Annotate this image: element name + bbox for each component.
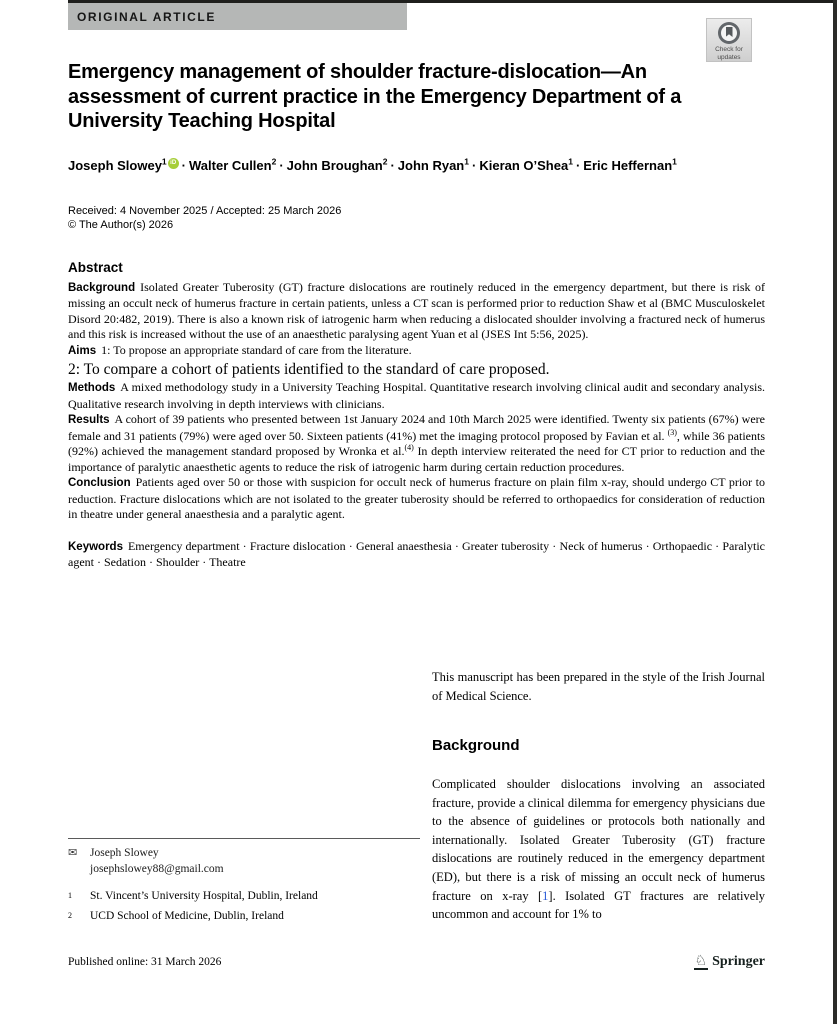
- front-matter: [68, 60, 765, 571]
- style-note: This manuscript has been prepared in the style of the Irish Journal of Medical Science.: [432, 670, 765, 703]
- citation-4: (4): [404, 443, 414, 452]
- right-column: [432, 668, 765, 924]
- springer-logo: [694, 953, 765, 970]
- author: John Ryan$^1$: [397, 156, 469, 173]
- affiliations: [68, 890, 420, 922]
- orcid-icon[interactable]: iD: [168, 158, 179, 169]
- springer-wordmark: Springer: [712, 953, 765, 969]
- correspondence-email[interactable]: josephslowey88@gmail.com: [90, 862, 224, 875]
- body-columns: [68, 662, 765, 947]
- dates-block: [68, 204, 765, 232]
- author: Kieran O’Shea$^1$: [479, 156, 573, 173]
- abstract-conclusion: Conclusion Patients aged over 50 or those with suspicion for occult neck of humerus fracture on plain film x-ray, should undergo CT prior to reduction. Fracture dislocations which are not isolated to the greater tuberosity should be referred to orthopaedics for consideration of reduction in theatre under general anaesthesia and a paralytic agent.: [68, 475, 765, 521]
- correspondence-name: Joseph Slowey: [90, 847, 159, 859]
- abstract-aims-2: 2: To compare a cohort of patients identified to the standard of care proposed.: [68, 361, 550, 378]
- background-section-heading: Background: [432, 737, 520, 754]
- abstract-background: Background Isolated Greater Tuberosity (GT) fracture dislocations are routinely reduced in the emergency department, but there is risk of missing an occult neck of humerus fracture in certain patients, unless a CT scan is performed prior to reduction Shaw et al (BMC Musculoskelet Disord 20:482, 2019). There is also a known risk of iatrogenic harm when reducing a dislocated shoulder involving a fractured neck of humerus and this risk is increased without the use of an anaesthetic paralysing agent Yuan et al (JSES Int 5:56, 2025).: [68, 279, 765, 341]
- article-type-label: ORIGINAL ARTICLE: [77, 9, 216, 24]
- author-list: Joseph Slowey$^1$ iD · Walter Cullen$^2$ · John Broughan$^2$ · John Ryan$^1$ · Kieran O’Shea$^1$ · Eric Heffernan$^1$: [68, 156, 677, 173]
- check-for-updates-badge[interactable]: [706, 18, 752, 62]
- email-icon: ✉: [68, 847, 78, 859]
- keywords-list: Emergency department · Fracture dislocation · General anaesthesia · Greater tuberosity · Neck of humerus · Orthopaedic · Paralytic agent · Sedation · Shoulder · Theatre: [68, 538, 765, 569]
- article-title: Emergency management of shoulder fracture-dislocation—An assessment of current practice in the Emergency Department of a University Teaching Hospital: [68, 61, 682, 132]
- abstract-aims-label: Aims: [68, 344, 97, 357]
- page-footer: [68, 953, 765, 970]
- keywords-label: Keywords: [68, 540, 123, 553]
- background-paragraph: Complicated shoulder dislocations involving an associated fracture, provide a clinical dilemma for emergency physicians due to the absence of guidelines or protocols both nationally and internationally. Isolated Greater Tuberosity (GT) fracture dislocations are routinely reduced in the emergency department (ED), but there is a risk of missing an occult neck of humerus fracture on x-ray [1]. Isolated GT fractures are relatively uncommon and account for 1% to: [432, 777, 765, 922]
- published-online: Published online: 31 March 2026: [68, 955, 222, 968]
- abstract-aims: Aims 1: To propose an appropriate standard of care from the literature.: [68, 342, 412, 357]
- footnote-divider: [68, 838, 420, 839]
- bookmark-icon: [726, 27, 733, 37]
- abstract-background-label: Background: [68, 281, 136, 294]
- abstract-heading: Abstract: [68, 259, 123, 275]
- abstract-methods-label: Methods: [68, 382, 116, 394]
- copyright-line: © The Author(s) 2026: [68, 218, 174, 231]
- page-edge-right: [833, 0, 837, 1024]
- correspondence-block: [68, 846, 420, 877]
- author: John Broughan$^2$: [286, 156, 388, 173]
- check-updates-label: Check for updates: [715, 46, 743, 61]
- abstract-results: Results A cohort of 39 patients who presented between 1st January 2024 and 10th March 2025 were identified. Twenty six patients (67%) were female and 31 patients (79%) were aged over 50. Sixteen patients (41%) met the imaging protocol proposed by Favian et al. $^{(3)}$, while 36 patients (92%) achieved the management standard proposed by Wronka et al.$^{(4)}$ In depth interview reiterated the need for CT prior to reduction and the importance of paralytic anaesthetic agents to reduce the risk of iatrogenic harm during certain reduction procedures.: [68, 412, 766, 474]
- author: Eric Heffernan$^1$: [583, 156, 677, 173]
- author: Walter Cullen$^2$: [189, 156, 277, 173]
- keywords-block: [68, 539, 765, 571]
- author: Joseph Slowey$^1$: [68, 156, 167, 173]
- abstract-conclusion-label: Conclusion: [68, 477, 131, 489]
- received-accepted: Received: 4 November 2025 / Accepted: 25 March 2026: [68, 204, 342, 217]
- reference-link-1[interactable]: 1: [542, 888, 549, 903]
- affiliation-2: 2 UCD School of Medicine, Dublin, Ireland: [68, 910, 284, 922]
- affiliation-1: 1 St. Vincent’s University Hospital, Dublin, Ireland: [68, 890, 318, 902]
- footnote-column: [68, 838, 420, 922]
- abstract-results-label: Results: [68, 414, 110, 426]
- check-updates-circle: [718, 22, 740, 44]
- article-type-banner: [68, 3, 407, 30]
- abstract-methods: Methods A mixed methodology study in a University Teaching Hospital. Quantitative research involving clinical audit and secondary analysis. Qualitative research involving in depth interviews with clinicians.: [68, 380, 765, 411]
- springer-knight-icon: ♘: [694, 952, 708, 968]
- citation-3: (3): [667, 427, 677, 437]
